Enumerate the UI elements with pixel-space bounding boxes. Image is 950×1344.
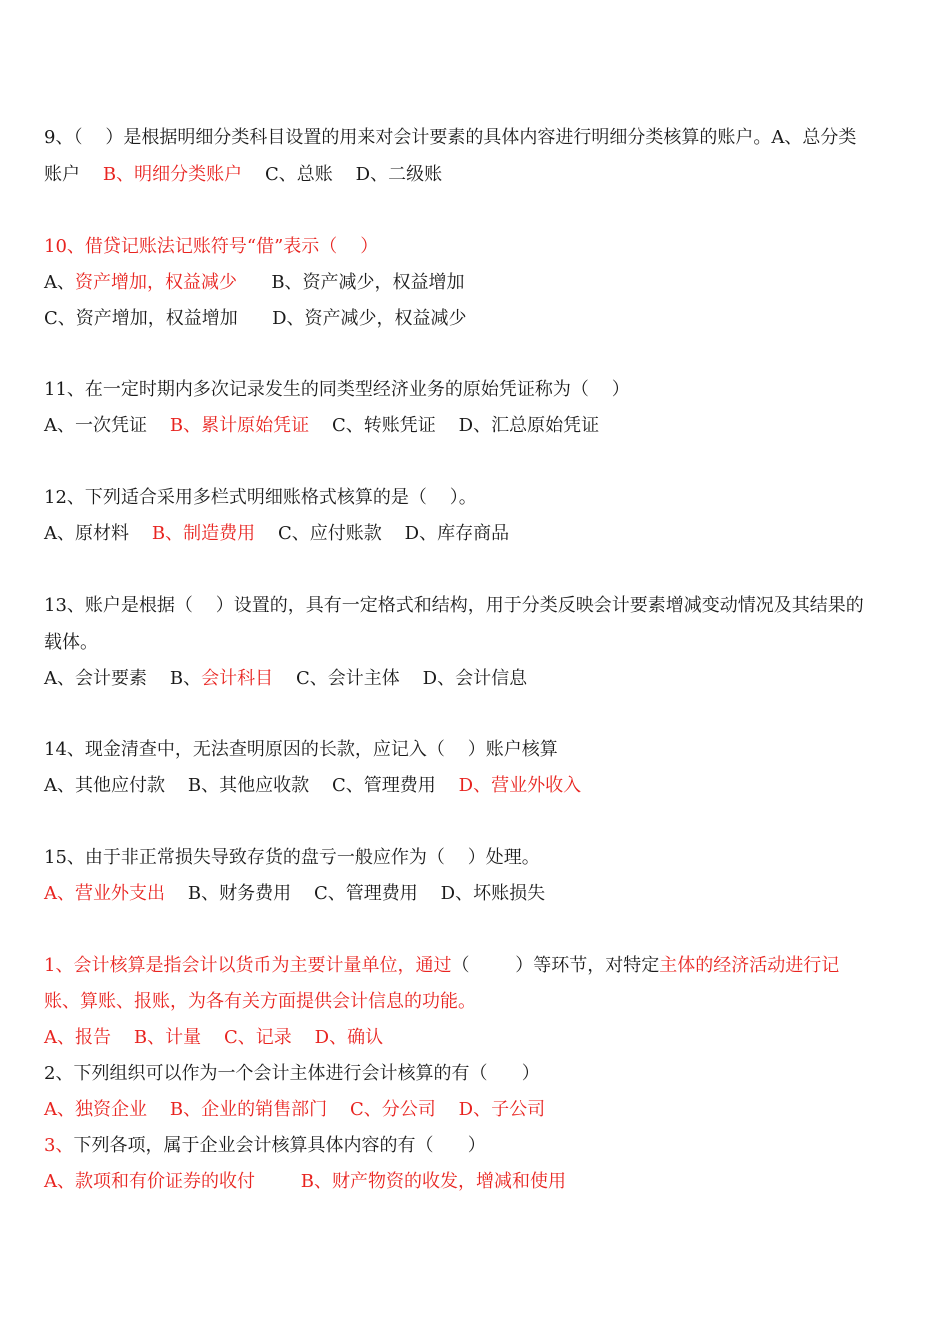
multi-question-1-stem-line-1 [44, 954, 839, 978]
question-13-option-a: A、会计要素 B、 [44, 668, 202, 689]
multi-question-2-options: A、独资企业 B、企业的销售部门 C、分公司 D、子公司 [44, 1099, 546, 1120]
question-14-options [44, 774, 581, 798]
question-15-options [44, 882, 545, 906]
multi-question-2-stem: 2、下列组织可以作为一个会计主体进行会计核算的有（ ） [44, 1063, 540, 1084]
multi-question-3-stem [44, 1134, 486, 1158]
question-9-options [44, 163, 442, 187]
question-13-options [44, 667, 527, 691]
question-10-options-row-1 [44, 271, 465, 295]
question-15-other-options: B、财务费用 C、管理费用 D、坏账损失 [165, 883, 546, 904]
question-15-answer: A、营业外支出 [44, 883, 165, 904]
question-11-option-a: A、一次凭证 [44, 415, 170, 436]
question-9-other-options: C、总账 D、二级账 [242, 164, 443, 185]
question-13-stem-line-1: 13、账户是根据（ ）设置的，具有一定格式和结构，用于分类反映会计要素增减变动情况及其结果的 [44, 595, 864, 616]
question-12-other-options: C、应付账款 D、库存商品 [255, 523, 510, 544]
question-12-stem: 12、下列适合采用多栏式明细账格式核算的是（ ）。 [44, 487, 477, 508]
question-10-option-b: B、资产减少，权益增加 [237, 272, 465, 293]
multi-question-3-stem-text: 下列各项，属于企业会计核算具体内容的有（ ） [73, 1135, 486, 1156]
question-10-answer: 资产增加，权益减少 [75, 272, 237, 293]
multi-question-1-options: A、报告 B、计量 C、记录 D、确认 [44, 1027, 384, 1048]
question-15-stem: 15、由于非正常损失导致存货的盘亏一般应作为（ ）处理。 [44, 847, 540, 868]
question-10-options-row-2: C、资产增加，权益增加 D、资产减少，权益减少 [44, 308, 467, 329]
question-13-other-options: C、会计主体 D、会计信息 [273, 668, 528, 689]
multi-question-1-stem-middle: （ ）等环节，对特定 [451, 955, 660, 976]
multi-question-3-options: A、款项和有价证券的收付 B、财产物资的收发，增减和使用 [44, 1171, 566, 1192]
multi-question-1-stem-start: 1、会计核算是指会计以货币为主要计量单位，通过 [44, 955, 452, 976]
question-14-stem: 14、现金清查中，无法查明原因的长款，应记入（ ）账户核算 [44, 739, 558, 760]
question-14-options-abc: A、其他应付款 B、其他应收款 C、管理费用 [44, 775, 459, 796]
question-12-options [44, 522, 509, 546]
question-13-stem-line-2: 载体。 [44, 632, 98, 653]
question-9-stem-end: 账户 [44, 164, 103, 185]
question-11-options [44, 414, 599, 438]
multi-question-1-stem-line-2: 账、算账、报账，为各有关方面提供会计信息的功能。 [44, 991, 476, 1012]
question-9-stem: 9、（ ）是根据明细分类科目设置的用来对会计要素的具体内容进行明细分类核算的账户。A、总分类 [44, 127, 857, 148]
multi-question-3-number: 3、 [44, 1135, 74, 1156]
question-12-answer: B、制造费用 [151, 523, 256, 544]
question-10-stem: 10、借贷记账法记账符号“借”表示（ ） [44, 236, 379, 257]
question-11-answer: B、累计原始凭证 [169, 415, 310, 436]
question-10-option-a-label: A、 [44, 272, 75, 293]
question-14-answer: D、营业外收入 [458, 775, 582, 796]
question-11-stem: 11、在一定时期内多次记录发生的同类型经济业务的原始凭证称为（ ） [44, 379, 630, 400]
question-9-answer: B、明细分类账户 [102, 164, 243, 185]
multi-question-1-stem-end: 主体的经济活动进行记 [659, 955, 840, 976]
question-13-answer: 会计科目 [201, 668, 274, 689]
question-12-option-a: A、原材料 [44, 523, 152, 544]
question-11-other-options: C、转账凭证 D、汇总原始凭证 [309, 415, 600, 436]
